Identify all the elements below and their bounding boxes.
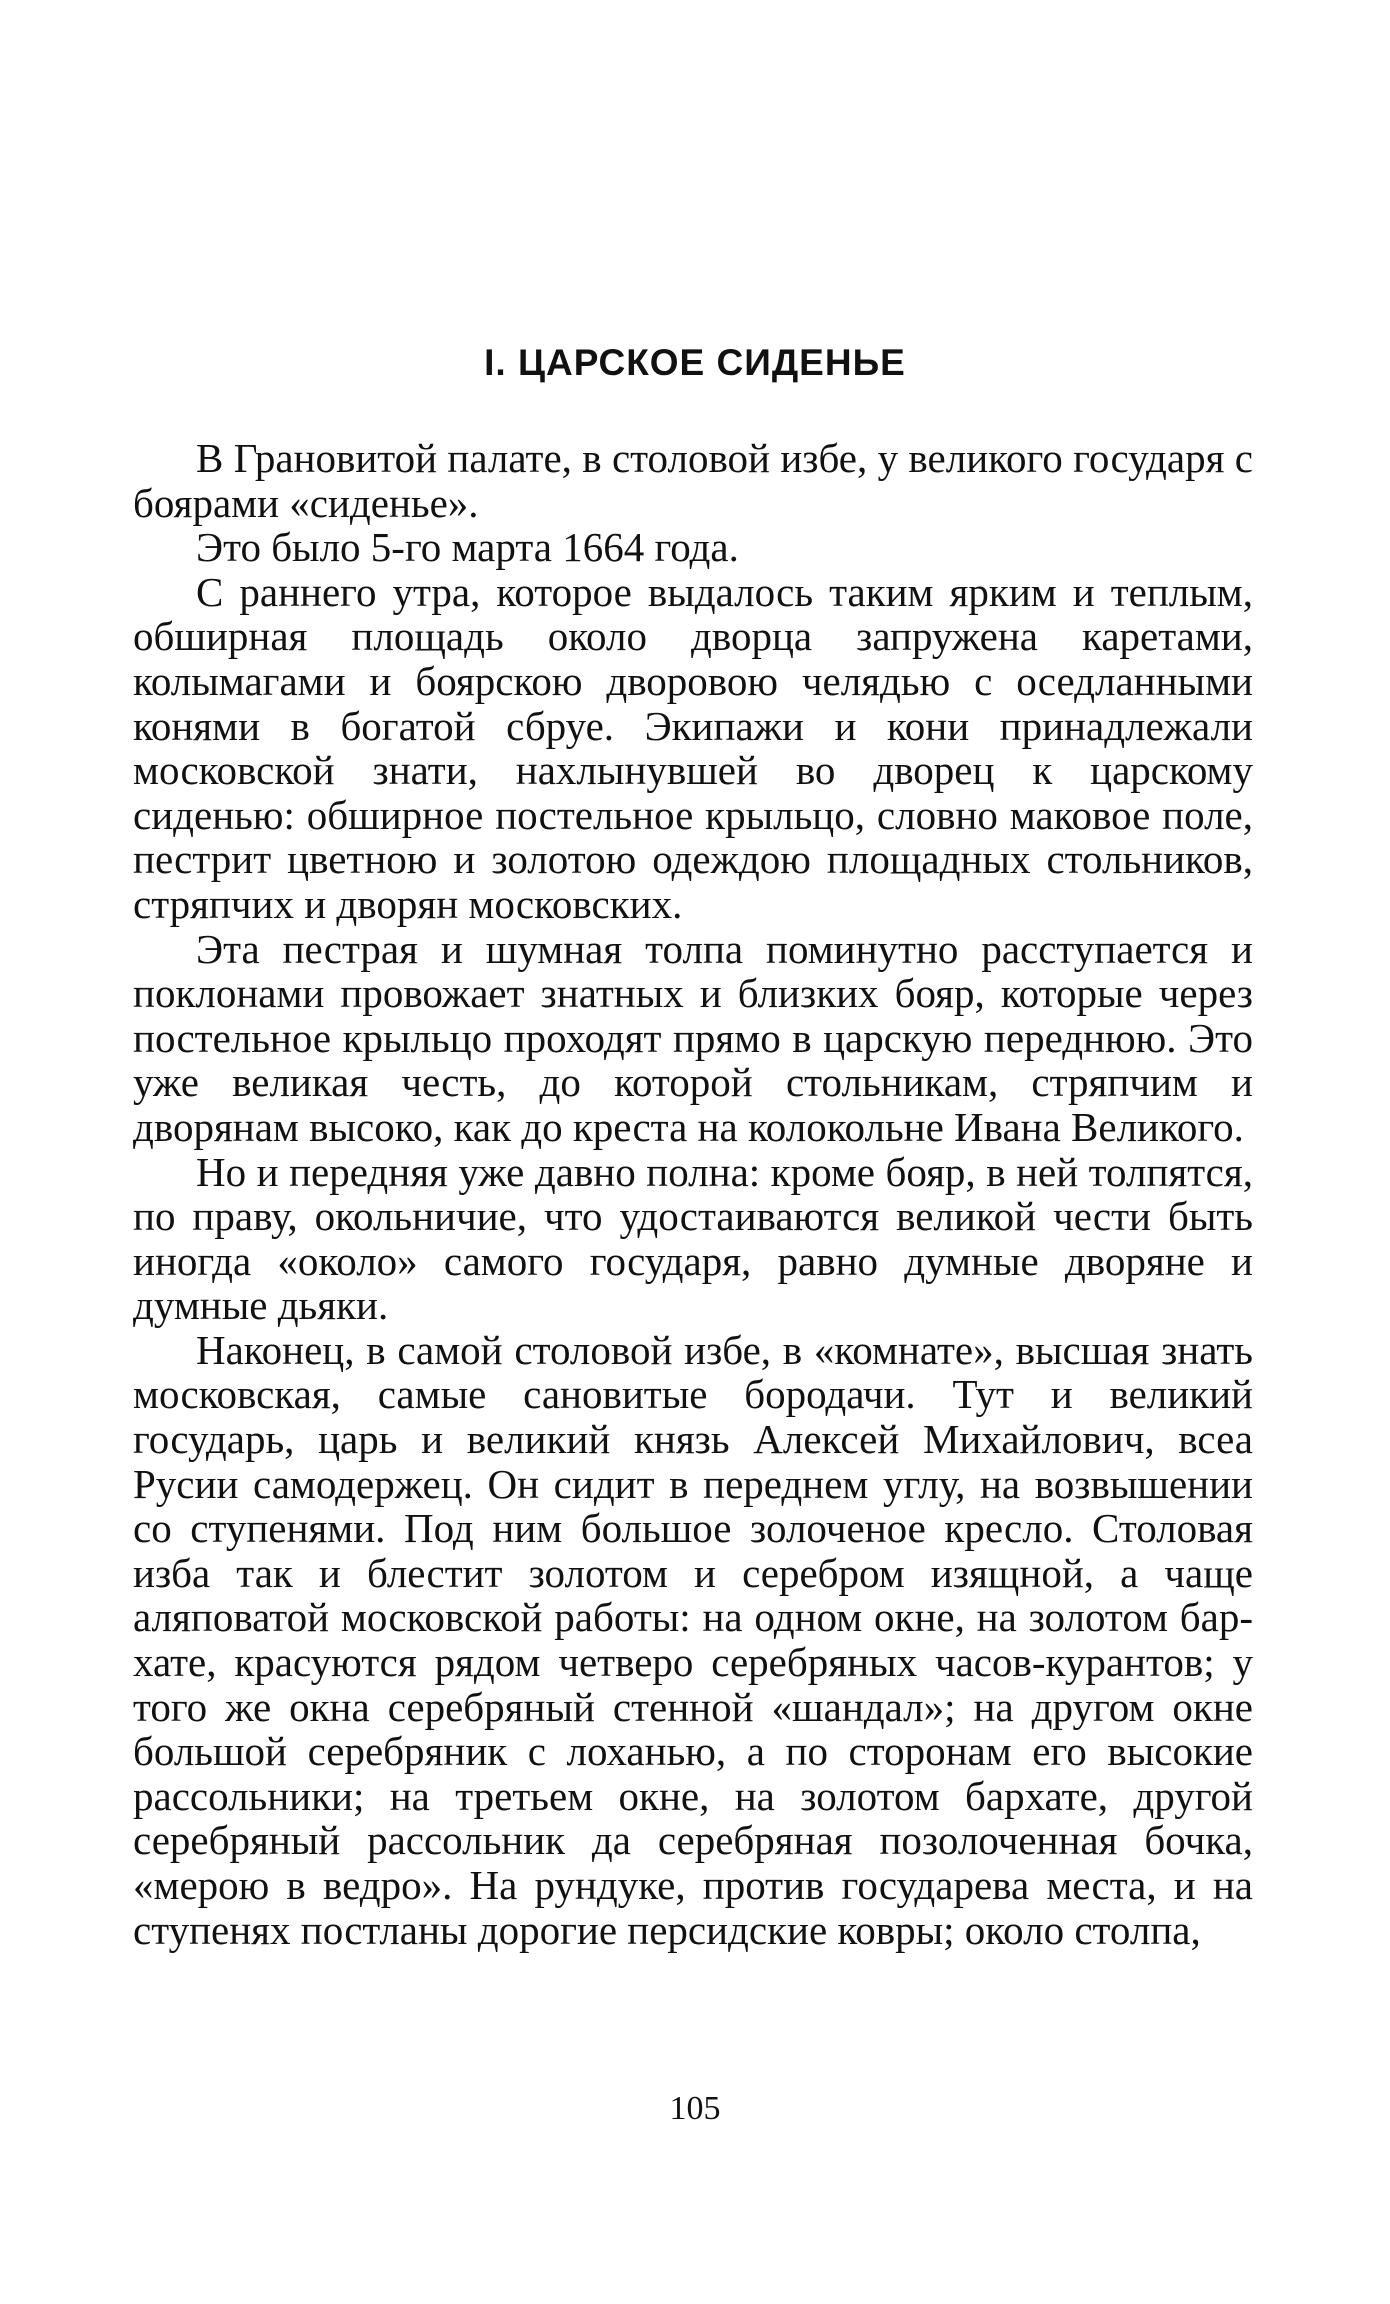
paragraph: С раннего утра, которое выдалось таким ярким и теплым, обширная площадь около дворца запружена каретами, колымагами и боярскою дворовою челядью с оседланными конями в богатой сбруе. Экипажи и кони принадлежали московской знати, нахлынувшей во дворец к царскому сиденью: обширное постельное крыльцо, словно маковое поле, пестрит цветною и золотою одеждою площадных стольников, стряпчих и дворян московских.	[133, 568, 1253, 927]
page-number: 105	[669, 2090, 721, 2127]
chapter-title: I. ЦАРСКОЕ СИДЕНЬЕ	[484, 342, 906, 383]
body-text	[133, 436, 1253, 1952]
paragraph: В Грановитой палате, в столовой избе, у великого государя с боярами «сиденье».	[133, 435, 1253, 526]
paragraph: Наконец, в самой столовой избе, в «комнате», высшая знать московская, самые сановитые бородачи. Тут и великий государь, царь и великий князь Алексей Михайлович, всеа Русии самодержец. Он сидит в переднем углу, на возвышении со ступенями. Под ним большое золоченое кресло. Столовая изба так и блестит золотом и серебром изящной, а чаще аляповатой московской работы: на одном окне, на золотом бархате, красуются рядом четверо серебряных часов-курантов; у того же окна серебряный стенной «шандал»; на другом окне большой серебряник с лоханью, а по сторонам его высокие рассольники; на третьем окне, на золотом бархате, другой серебряный рассольник да серебряная позолоченная бочка, «мерою в ведро». На рундуке, против государева места, и на ступенях постланы дорогие персидские ковры; около столпа,	[133, 1326, 1253, 1953]
paragraph: Это было 5-го марта 1664 года.	[196, 524, 739, 571]
paragraph: Но и передняя уже давно полна: кроме бояр, в ней толпятся, по праву, окольничие, что удостаиваются великой чести быть иногда «около» самого государя, равно думные дворяне и думные дьяки.	[133, 1148, 1253, 1329]
paragraph: Эта пестрая и шумная толпа поминутно расступается и поклонами провожает знатных и близких бояр, которые через постельное крыльцо проходят прямо в царскую переднюю. Это уже великая честь, до которой стольникам, стряпчим и дворянам высоко, как до креста на колокольне Ивана Великого.	[133, 925, 1253, 1150]
